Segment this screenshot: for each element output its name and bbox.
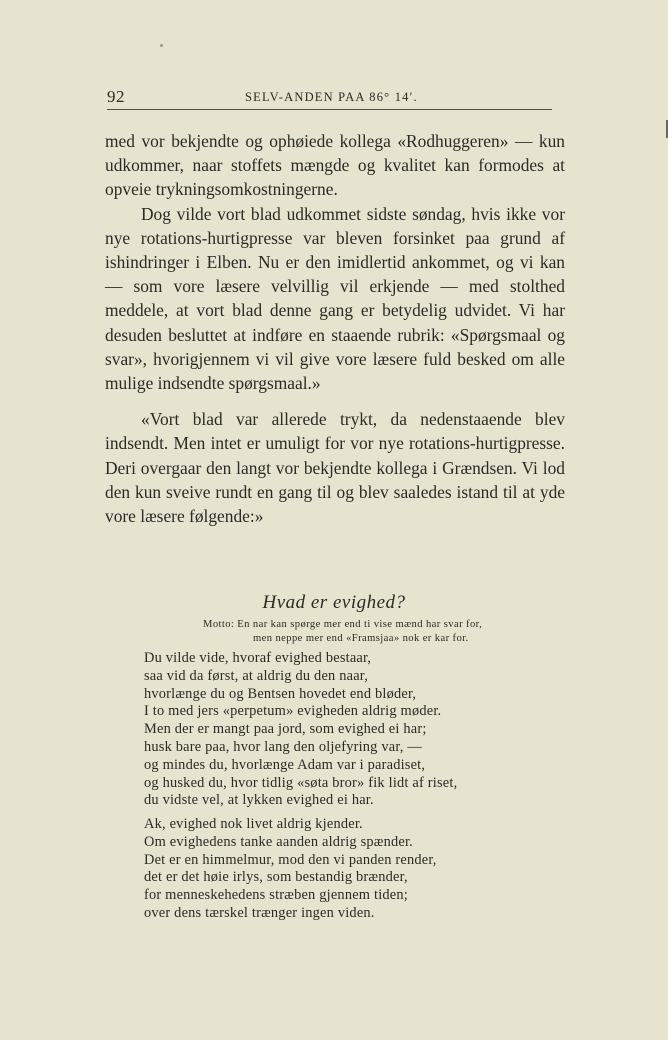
paragraph-continued: med vor bekjendte og ophøiede kollega «Rodhuggeren» — kun udkommer, naar stoffets mængde og kvalitet kan formodes at opveie trykningsomkostningerne. xyxy=(105,131,565,200)
poem-line: Ak, evighed nok livet aldrig kjender. xyxy=(144,816,363,832)
poem-line: Du vilde vide, hvoraf evighed bestaar, xyxy=(144,650,372,666)
running-title: SELV-ANDEN PAA 86° 14′. xyxy=(245,90,418,104)
poem-line: og husked du, hvor tidlig «søta bror» fik lidt af riset, xyxy=(144,774,458,791)
poem-line: du vidste vel, at lykken evighed ei har. xyxy=(144,792,374,809)
poem-stanza-1 xyxy=(144,650,564,810)
poem-line: over dens tærskel trænger ingen viden. xyxy=(144,904,375,921)
poem-line: I to med jers «perpetum» evigheden aldrig møder. xyxy=(144,703,442,720)
running-header xyxy=(107,87,552,110)
prose-body xyxy=(105,129,565,528)
motto-line: men neppe mer end «Framsjaa» nok er kar for. xyxy=(253,633,469,644)
poem-stanza-2 xyxy=(144,816,564,923)
poem-line: saa vid da først, at aldrig du den naar, xyxy=(144,667,369,684)
page-number: 92 xyxy=(107,87,125,106)
poem-line: for menneskehedens stræben gjennem tiden; xyxy=(144,887,408,904)
paragraph: Dog vilde vort blad udkommet sidste søndag, hvis ikke vor nye rotations-hurtigpresse var bleven forsinket paa grund af ishindringer i Elben. Nu er den imidlertid ankommet, og vi kan — som vore læsere velvillig vil erkjende — med stolthed meddele, at vort blad denne gang er betydelig udvidet. Vi har desuden besluttet at indføre en staaende rubrik: «Spørgsmaal og svar», hvorigjennem vi vil give vore læsere fuld besked om alle mulige indsendte spørgsmaal.» xyxy=(105,203,565,394)
paragraph: «Vort blad var allerede trykt, da nedenstaaende blev indsendt. Men intet er umuligt for vor nye rotations-hurtigpresse. Deri overgaar den langt vor bekjendte kollega i Grændsen. Vi lod den kun sveive rundt en gang til og blev saaledes istand til at yde vore læsere følgende:» xyxy=(105,409,565,527)
motto-line: Motto: En nar kan spørge mer end ti vise mænd har svar for, xyxy=(203,619,483,630)
poem-motto xyxy=(203,618,573,646)
poem-line: husk bare paa, hvor lang den oljefyring var, — xyxy=(144,738,422,755)
poem-line: og mindes du, hvorlænge Adam var i paradiset, xyxy=(144,756,426,773)
poem-line: Det er en himmelmur, mod den vi panden render, xyxy=(144,851,437,868)
poem-line: Om evighedens tanke aanden aldrig spænder. xyxy=(144,833,413,850)
poem-line: det er det høie irlys, som bestandig brænder, xyxy=(144,869,408,886)
poem-line: hvorlænge du og Bentsen hovedet end bløder, xyxy=(144,685,417,702)
paper-speck xyxy=(160,44,163,47)
poem-line: Men der er mangt paa jord, som evighed ei har; xyxy=(144,721,427,738)
poem-title: Hvad er evighed? xyxy=(262,592,406,613)
